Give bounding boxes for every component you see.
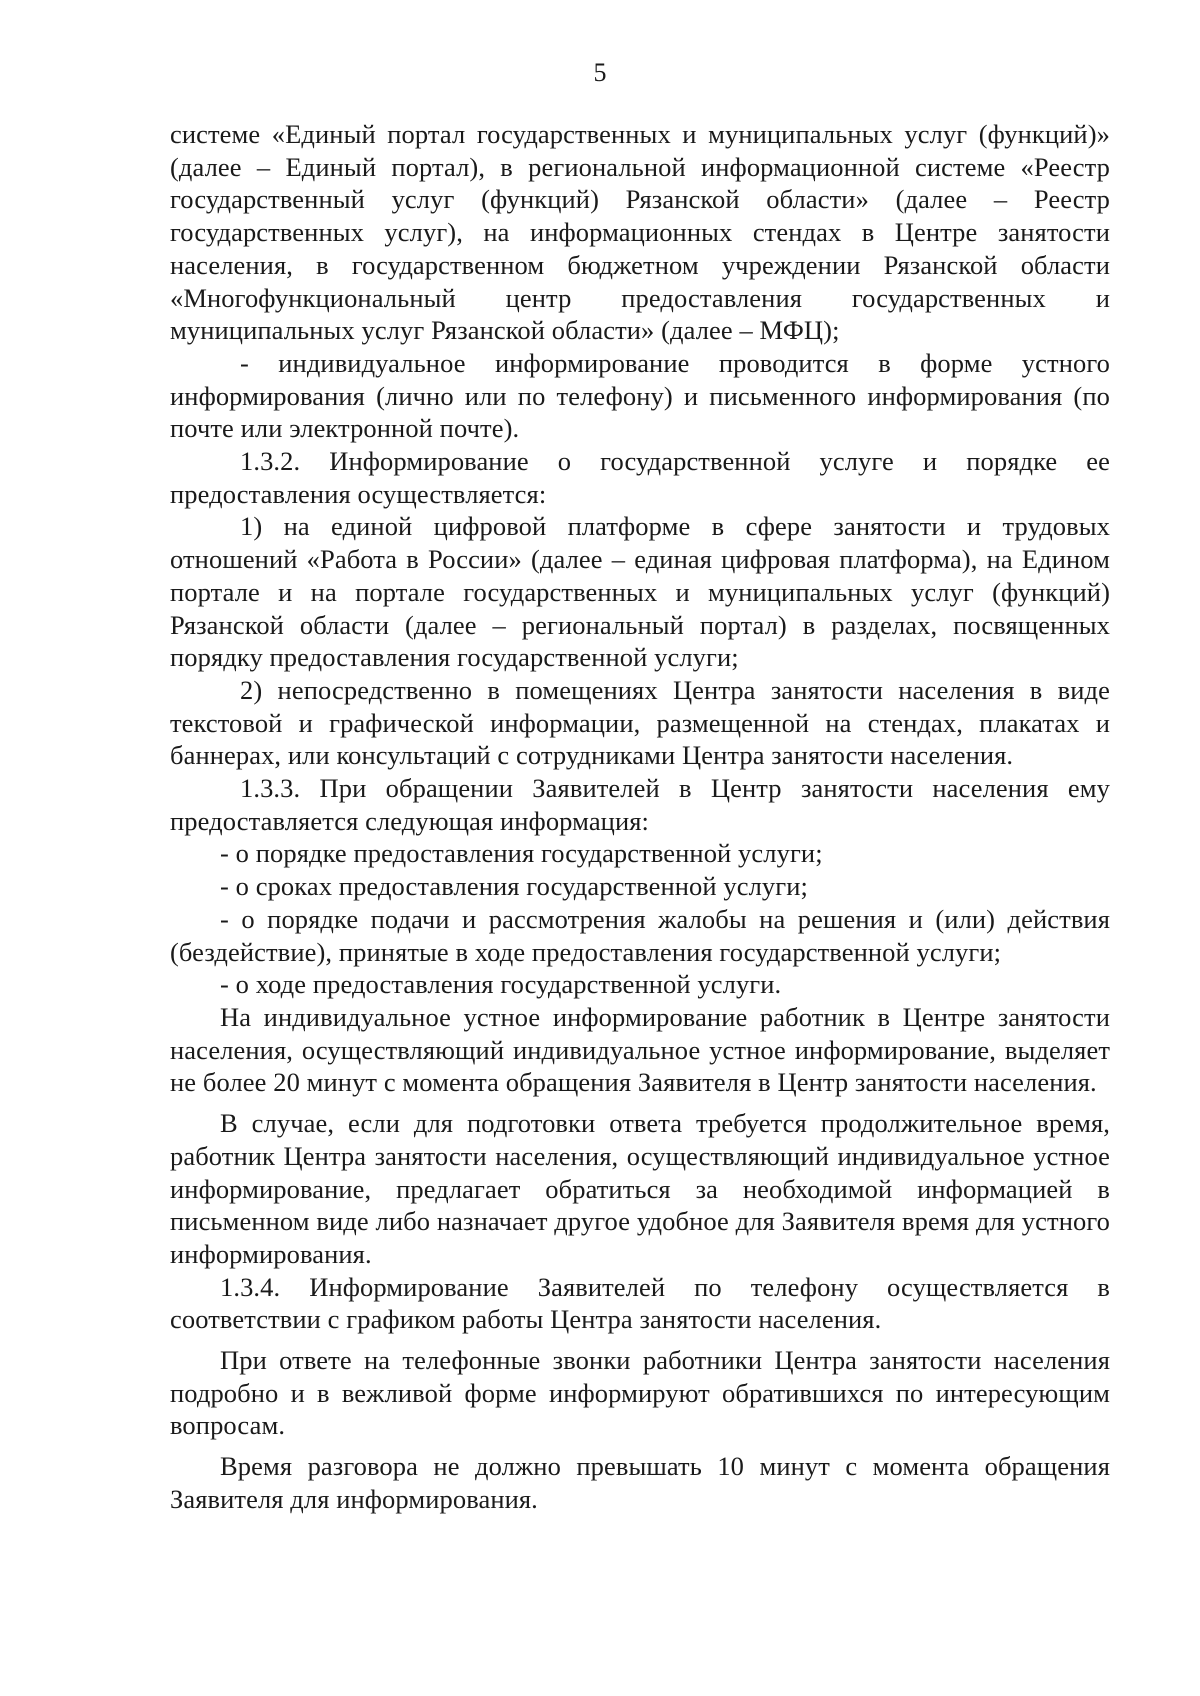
paragraph-continuation: системе «Единый портал государственных и муниципальных услуг (функций)» (далее – Единый портал), в региональной информационной системе «Реестр государственный услуг (функций) Рязанской области» (далее – Реестр государственных услуг), на информационных стендах в Центре занятости населения, в государственном бюджетном учреждении Рязанской области «Многофункциональный центр предоставления государственных и муниципальных услуг Рязанской области» (далее – МФЦ); [170,119,1110,346]
list-item-1: 1) на единой цифровой платформе в сфере занятости и трудовых отношений «Работа в России» (далее – единая цифровая платформа), на Едином портале и на портале государственных и муниципальных услуг (функций) Рязанской области (далее – региональный портал) в разделах, посвященных порядку предоставления государственной услуги; [170,511,1110,673]
paragraph-phone-calls: При ответе на телефонные звонки работники Центра занятости населения подробно и в вежливой форме информируют обратившихся по интересующим вопросам. [170,1345,1110,1441]
page-number: 5 [593,58,607,87]
bullet-complaints: - о порядке подачи и рассмотрения жалобы на решения и (или) действия (бездействие), принятые в ходе предоставления государственной услуги; [170,903,1110,967]
bullet-order: - о порядке предоставления государственной услуги; [220,838,823,869]
paragraph-1-3-2: 1.3.2. Информирование о государственной услуге и порядке ее предоставления осуществляется: [170,446,1110,509]
paragraph-call-duration: Время разговора не должно превышать 10 минут с момента обращения Заявителя для информирования. [170,1451,1110,1514]
document-body [170,118,1110,1516]
list-item-2: 2) непосредственно в помещениях Центра занятости населения в виде текстовой и графической информации, размещенной на стендах, плакатах и баннерах, или консультаций с сотрудниками Центра занятости населения. [170,674,1110,771]
paragraph-long-answer: В случае, если для подготовки ответа требуется продолжительное время, работник Центра занятости населения, осуществляющий индивидуальное устное информирование, предлагает обратиться за необходимой информацией в письменном виде либо назначает другое удобное для Заявителя время для устного информирования. [170,1108,1110,1269]
paragraph-oral-info: На индивидуальное устное информирование работник в Центре занятости населения, осуществляющий индивидуальное устное информирование, выделяет не более 20 минут с момента обращения Заявителя в Центр занятости населения. [170,1001,1110,1098]
bullet-terms: - о сроках предоставления государственной услуги; [220,871,808,902]
bullet-progress: - о ходе предоставления государственной услуги. [220,969,782,1000]
paragraph-individual-info: - индивидуальное информирование проводится в форме устного информирования (лично или по телефону) и письменного информирования (по почте или электронной почте). [170,347,1110,444]
paragraph-1-3-3: 1.3.3. При обращении Заявителей в Центр занятости населения ему предоставляется следующая информация: [170,773,1110,836]
paragraph-1-3-4: 1.3.4. Информирование Заявителей по телефону осуществляется в соответствии с графиком работы Центра занятости населения. [170,1271,1110,1335]
